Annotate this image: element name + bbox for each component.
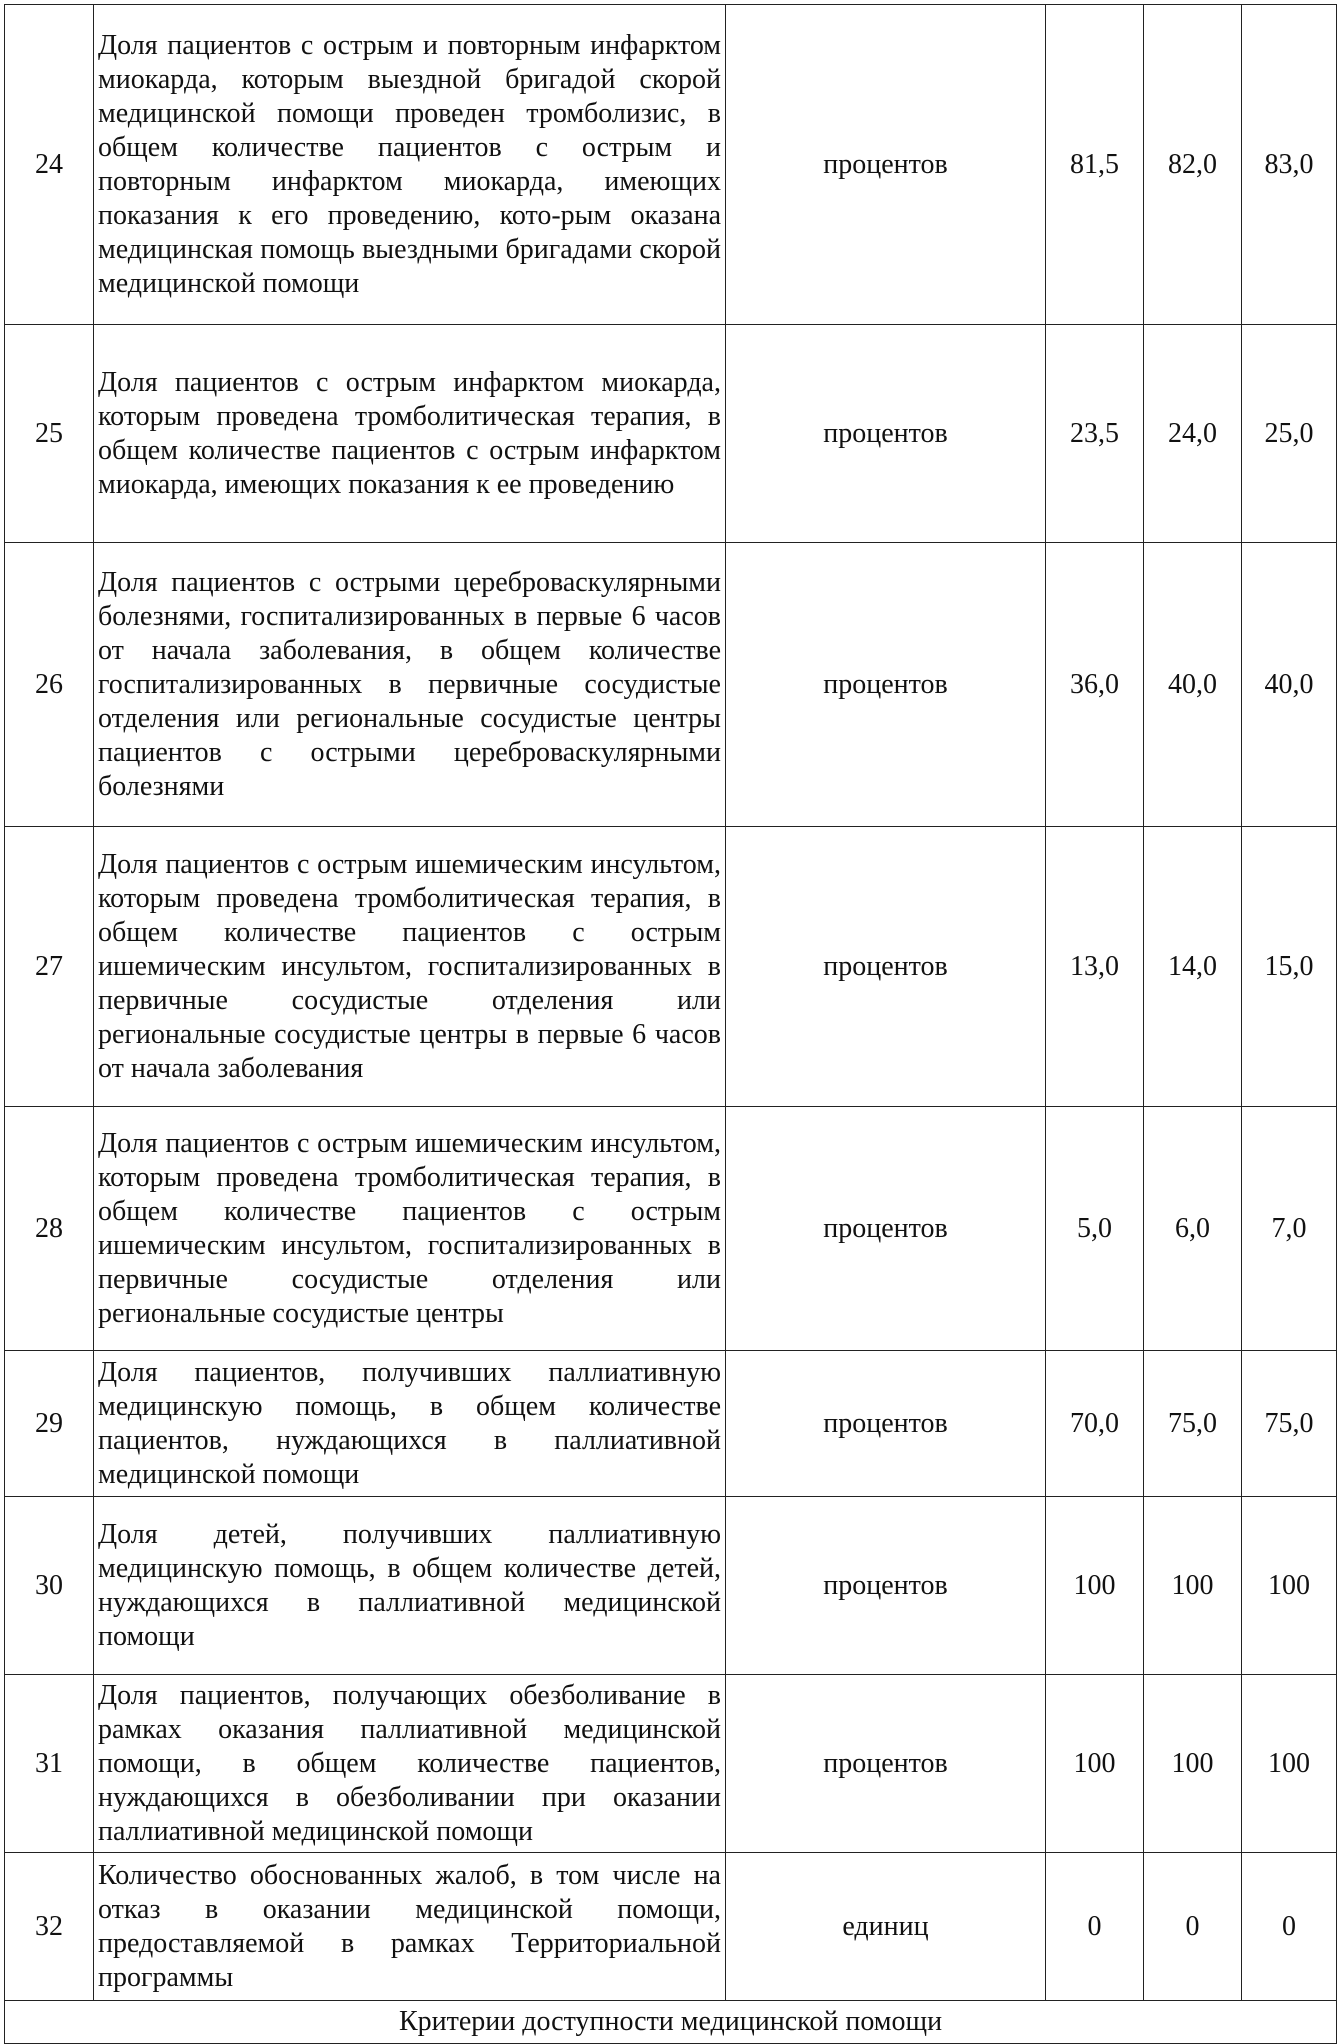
- unit-cell: единиц: [726, 1853, 1046, 2001]
- value-year-3: 100: [1242, 1497, 1337, 1675]
- value-year-2: 100: [1144, 1497, 1242, 1675]
- row-number: 32: [5, 1853, 94, 2001]
- row-number: 25: [5, 325, 94, 543]
- section-header-row: [5, 2001, 1337, 2044]
- unit-cell: процентов: [726, 5, 1046, 325]
- table-row: [5, 543, 1337, 827]
- value-year-1: 70,0: [1046, 1351, 1144, 1497]
- value-year-3: 0: [1242, 1853, 1337, 2001]
- value-year-1: 81,5: [1046, 5, 1144, 325]
- indicator-text: Доля пациентов с острым ишемическим инсультом, которым проведена тромболитическая терапия, в общем количестве пациентов с острым ишемическим инсультом, госпитализированных в первичные сосудистые отделения или региональные сосудистые центры: [94, 1107, 726, 1351]
- value-year-3: 40,0: [1242, 543, 1337, 827]
- value-year-3: 83,0: [1242, 5, 1337, 325]
- table-row: [5, 1675, 1337, 1853]
- indicator-text: Количество обоснованных жалоб, в том числе на отказ в оказании медицинской помощи, предоставляемой в рамках Территориальной программы: [94, 1853, 726, 2001]
- unit-cell: процентов: [726, 1351, 1046, 1497]
- value-year-2: 0: [1144, 1853, 1242, 2001]
- value-year-3: 15,0: [1242, 827, 1337, 1107]
- table-row: [5, 1351, 1337, 1497]
- indicator-text: Доля пациентов, получающих обезболивание в рамках оказания паллиативной медицинской помощи, в общем количестве пациентов, нуждающихся в обезболивании при оказании паллиативной медицинской помощи: [94, 1675, 726, 1853]
- unit-cell: процентов: [726, 1107, 1046, 1351]
- unit-cell: процентов: [726, 325, 1046, 543]
- value-year-1: 5,0: [1046, 1107, 1144, 1351]
- value-year-3: 25,0: [1242, 325, 1337, 543]
- value-year-2: 40,0: [1144, 543, 1242, 827]
- value-year-1: 23,5: [1046, 325, 1144, 543]
- criteria-table: [4, 4, 1337, 2044]
- value-year-1: 13,0: [1046, 827, 1144, 1107]
- table-row: [5, 1107, 1337, 1351]
- value-year-1: 100: [1046, 1497, 1144, 1675]
- row-number: 29: [5, 1351, 94, 1497]
- value-year-2: 75,0: [1144, 1351, 1242, 1497]
- row-number: 31: [5, 1675, 94, 1853]
- indicator-text: Доля детей, получивших паллиативную медицинскую помощь, в общем количестве детей, нуждающихся в паллиативной медицинской помощи: [94, 1497, 726, 1675]
- indicator-text: Доля пациентов с острым инфарктом миокарда, которым проведена тромболитическая терапия, в общем количестве пациентов с острым инфарктом миокарда, имеющих показания к ее проведению: [94, 325, 726, 543]
- value-year-2: 82,0: [1144, 5, 1242, 325]
- indicator-text: Доля пациентов с острым и повторным инфарктом миокарда, которым выездной бригадой скорой медицинской помощи проведен тромболизис, в общем количестве пациентов с острым и повторным инфарктом миокарда, имеющих показания к его проведению, кото-рым оказана медицинская помощь выездными бригадами скорой медицинской помощи: [94, 5, 726, 325]
- value-year-3: 100: [1242, 1675, 1337, 1853]
- value-year-2: 14,0: [1144, 827, 1242, 1107]
- value-year-2: 100: [1144, 1675, 1242, 1853]
- section-header: Критерии доступности медицинской помощи: [5, 2001, 1337, 2044]
- indicator-text: Доля пациентов с острыми цереброваскулярными болезнями, госпитализированных в первые 6 часов от начала заболевания, в общем количестве госпитализированных в первичные сосудистые отделения или региональные сосудистые центры пациентов с острыми цереброваскулярными болезнями: [94, 543, 726, 827]
- table-row: [5, 5, 1337, 325]
- table-row: [5, 827, 1337, 1107]
- row-number: 24: [5, 5, 94, 325]
- row-number: 28: [5, 1107, 94, 1351]
- indicator-text: Доля пациентов, получивших паллиативную медицинскую помощь, в общем количестве пациентов, нуждающихся в паллиативной медицинской помощи: [94, 1351, 726, 1497]
- table-row: [5, 1497, 1337, 1675]
- table-row: [5, 325, 1337, 543]
- row-number: 27: [5, 827, 94, 1107]
- unit-cell: процентов: [726, 1497, 1046, 1675]
- table-row: [5, 1853, 1337, 2001]
- value-year-1: 36,0: [1046, 543, 1144, 827]
- unit-cell: процентов: [726, 827, 1046, 1107]
- value-year-1: 100: [1046, 1675, 1144, 1853]
- unit-cell: процентов: [726, 543, 1046, 827]
- value-year-2: 24,0: [1144, 325, 1242, 543]
- row-number: 30: [5, 1497, 94, 1675]
- value-year-2: 6,0: [1144, 1107, 1242, 1351]
- row-number: 26: [5, 543, 94, 827]
- unit-cell: процентов: [726, 1675, 1046, 1853]
- value-year-3: 75,0: [1242, 1351, 1337, 1497]
- indicator-text: Доля пациентов с острым ишемическим инсультом, которым проведена тромболитическая терапия, в общем количестве пациентов с острым ишемическим инсультом, госпитализированных в первичные сосудистые отделения или региональные сосудистые центры в первые 6 часов от начала заболевания: [94, 827, 726, 1107]
- value-year-1: 0: [1046, 1853, 1144, 2001]
- value-year-3: 7,0: [1242, 1107, 1337, 1351]
